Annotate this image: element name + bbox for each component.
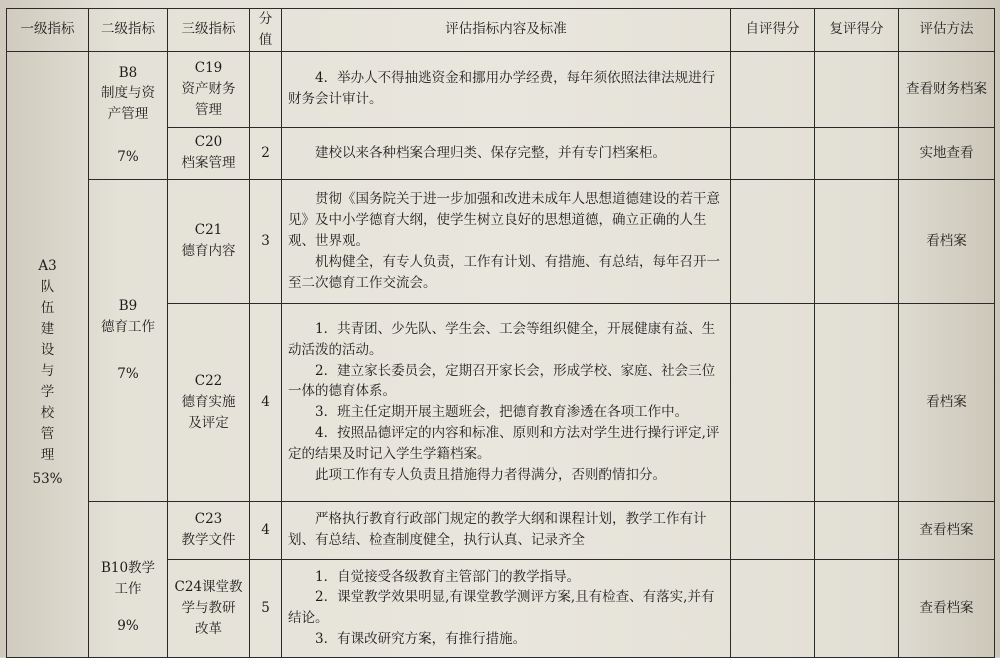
c21-code: C21	[194, 222, 223, 239]
c21-review-score[interactable]	[815, 179, 899, 303]
c23-cell	[168, 501, 250, 559]
a3-cell	[7, 51, 89, 657]
c23-name: 教学文件	[181, 532, 236, 549]
c24-criteria: 1．自觉接受各级教育主管部门的教学指导。 2．课堂教学效果明显,有课堂教学测评方案,且有检查、有落实,并有结论。 3．有课改研究方案，有推行措施。	[282, 559, 731, 657]
c20-criteria: 建校以来各种档案合理归类、保存完整，并有专门档案柜。	[282, 127, 731, 179]
header-score: 分值	[250, 9, 282, 52]
c19-score	[250, 51, 282, 127]
a3-pct: 53%	[32, 471, 63, 488]
c24-cell	[168, 559, 250, 657]
c21-self-score[interactable]	[731, 179, 815, 303]
c19-method: 查看财务档案	[899, 51, 995, 127]
header-level1: 一级指标	[7, 9, 89, 52]
c22-self-score[interactable]	[731, 303, 815, 501]
c19-code: C19	[194, 59, 223, 76]
header-row	[7, 9, 995, 52]
a3-chars: 队 伍 建 设 与 学 校 管 理	[40, 279, 55, 463]
table-row	[7, 179, 995, 303]
b10-pct: 9%	[117, 617, 139, 634]
c19-criteria: 4．举办人不得抽逃资金和挪用办学经费，每年须依照法律法规进行财务会计审计。	[282, 51, 731, 127]
c22-criteria: 1．共青团、少先队、学生会、工会等组织健全，开展健康有益、生动活泼的活动。 2．建立家长委员会，定期召开家长会，形成学校、家庭、社会三位一体的德育体系。 3．班主任定期开展主题班会，把德育教育渗透在各项工作中。 4．按照品德评定的内容和标准、原则和方法对学生进行操行评定,评定的结果及时记入学生学籍档案。 此项工作有专人负责且措施得力者得满分，否则酌情扣分。	[282, 303, 731, 501]
header-level2: 二级指标	[89, 9, 168, 52]
c23-score: 4	[250, 501, 282, 559]
c24-name: 学与教研改革	[181, 599, 236, 637]
b8-code: B8	[118, 64, 138, 81]
c23-self-score[interactable]	[731, 501, 815, 559]
c24-self-score[interactable]	[731, 559, 815, 657]
b8-pct: 7%	[117, 149, 139, 166]
c20-score: 2	[250, 127, 282, 179]
table-row	[7, 501, 995, 559]
header-method: 评估方法	[899, 9, 995, 52]
c20-code: C20	[194, 134, 223, 151]
c22-code: C22	[194, 372, 223, 389]
c24-code: C24课堂教	[174, 578, 243, 595]
c23-criteria: 严格执行教育行政部门规定的教学大纲和课程计划，教学工作有计划、有总结、检查制度健全，执行认真、记录齐全	[282, 501, 731, 559]
c19-self-score[interactable]	[731, 51, 815, 127]
c23-method: 查看档案	[899, 501, 995, 559]
c24-method: 查看档案	[899, 559, 995, 657]
c21-criteria: 贯彻《国务院关于进一步加强和改进未成年人思想道德建设的若干意见》及中小学德育大纲，使学生树立良好的思想道德，确立正确的人生观、世界观。 机构健全，有专人负责，工作有计划、有措施、有总结，每年召开一至二次德育工作交流会。	[282, 179, 731, 303]
b9-name: 德育工作	[101, 318, 155, 335]
c20-cell	[168, 127, 250, 179]
header-self-score: 自评得分	[731, 9, 815, 52]
c19-cell	[168, 51, 250, 127]
c22-score: 4	[250, 303, 282, 501]
c22-cell	[168, 303, 250, 501]
b10-cell	[89, 501, 168, 657]
b9-code: B9	[118, 297, 138, 314]
evaluation-table	[6, 8, 995, 658]
c22-review-score[interactable]	[815, 303, 899, 501]
b8-cell	[89, 51, 168, 179]
c21-score: 3	[250, 179, 282, 303]
c22-name: 德育实施及评定	[181, 393, 236, 431]
b10-code: B10教学	[100, 559, 156, 576]
b8-name: 制度与资产管理	[101, 85, 155, 123]
c23-code: C23	[194, 511, 223, 528]
c19-review-score[interactable]	[815, 51, 899, 127]
header-criteria: 评估指标内容及标准	[282, 9, 731, 52]
header-level3: 三级指标	[168, 9, 250, 52]
c23-review-score[interactable]	[815, 501, 899, 559]
c20-method: 实地查看	[899, 127, 995, 179]
c21-method: 看档案	[899, 179, 995, 303]
header-review-score: 复评得分	[815, 9, 899, 52]
c24-review-score[interactable]	[815, 559, 899, 657]
b10-name: 工作	[114, 580, 142, 597]
c20-review-score[interactable]	[815, 127, 899, 179]
c22-method: 看档案	[899, 303, 995, 501]
c20-name: 档案管理	[181, 155, 236, 172]
c19-name: 资产财务管理	[181, 80, 236, 118]
b9-pct: 7%	[117, 365, 139, 382]
c24-score: 5	[250, 559, 282, 657]
c21-cell	[168, 179, 250, 303]
c20-self-score[interactable]	[731, 127, 815, 179]
a3-code: A3	[38, 258, 57, 275]
b9-cell	[89, 179, 168, 501]
c21-name: 德育内容	[181, 243, 236, 260]
table-row	[7, 51, 995, 127]
